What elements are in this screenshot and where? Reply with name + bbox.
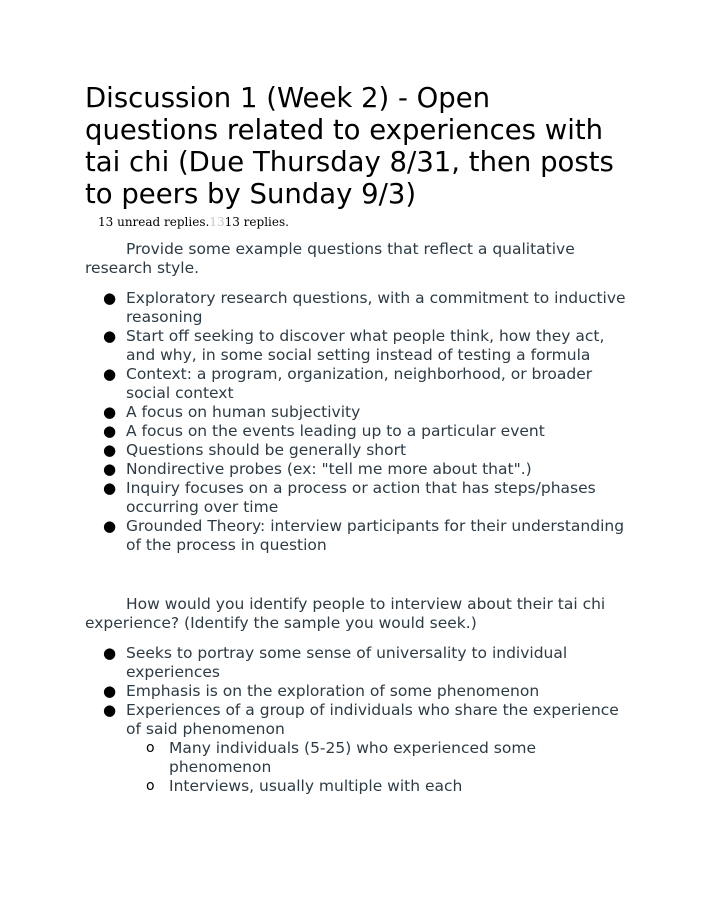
list-item-text: A focus on human subjectivity	[126, 403, 361, 421]
unread-replies: 13 unread replies.	[98, 215, 210, 229]
bullet-list-2	[85, 644, 630, 796]
bullet-icon: ●	[103, 422, 117, 440]
sub-list-item	[126, 739, 630, 777]
bullet-icon: ●	[103, 289, 117, 307]
bullet-icon: ●	[103, 479, 117, 497]
list-item-text: Context: a program, organization, neighborhood, or broader social context	[126, 365, 593, 402]
list-item-text: Experiences of a group of individuals who share the experience of said phenomenon	[126, 701, 619, 738]
bullet-list-1	[85, 289, 630, 555]
sub-list-item-text: Interviews, usually multiple with each	[169, 777, 463, 795]
list-item	[85, 517, 630, 555]
question-prompt-2: How would you identify people to interview about their tai chi experience? (Identify the sample you would seek.)	[85, 595, 606, 632]
bullet-icon: ●	[103, 365, 117, 383]
bullet-icon: ●	[103, 327, 117, 345]
list-item-text: Grounded Theory: interview participants for their understanding of the process in question	[126, 517, 625, 554]
discussion-title: Discussion 1 (Week 2) - Open questions related to experiences with tai chi (Due Thursday 8/31, then posts to peers by Sunday 9/3)	[85, 82, 614, 210]
list-item-text: A focus on the events leading up to a particular event	[126, 422, 545, 440]
list-item	[85, 289, 630, 327]
list-item	[85, 682, 630, 701]
list-item-text: Exploratory research questions, with a commitment to inductive reasoning	[126, 289, 626, 326]
bullet-icon: ●	[103, 682, 117, 700]
list-item	[85, 701, 630, 796]
bullet-icon: ●	[103, 403, 117, 421]
list-item-text: Questions should be generally short	[126, 441, 407, 459]
list-item-text: Inquiry focuses on a process or action that has steps/phases occurring over time	[126, 479, 596, 516]
list-item	[85, 365, 630, 403]
list-item	[85, 327, 630, 365]
reply-count-badge: 13	[209, 215, 225, 229]
list-item	[85, 422, 630, 441]
bullet-icon: ●	[103, 517, 117, 535]
bullet-icon: ●	[103, 460, 117, 478]
total-replies: 13 replies.	[224, 215, 289, 229]
reply-count[interactable]	[98, 215, 630, 229]
sub-bullet-list	[126, 739, 630, 796]
bullet-icon: ●	[103, 644, 117, 662]
list-item	[85, 441, 630, 460]
list-item-text: Emphasis is on the exploration of some phenomenon	[126, 682, 540, 700]
list-item	[85, 403, 630, 422]
list-item	[85, 479, 630, 517]
hollow-bullet-icon: o	[146, 740, 155, 756]
sub-list-item-text: Many individuals (5-25) who experienced some phenomenon	[169, 739, 536, 776]
bullet-icon: ●	[103, 441, 117, 459]
discussion-page	[85, 82, 630, 796]
list-item	[85, 460, 630, 479]
list-item-text: Start off seeking to discover what people think, how they act, and why, in some social setting instead of testing a formula	[126, 327, 605, 364]
sub-list-item	[126, 777, 630, 796]
list-item-text: Seeks to portray some sense of universality to individual experiences	[126, 644, 568, 681]
bullet-icon: ●	[103, 701, 117, 719]
list-item	[85, 644, 630, 682]
list-item-text: Nondirective probes (ex: "tell me more about that".)	[126, 460, 532, 478]
question-prompt-1: Provide some example questions that reflect a qualitative research style.	[85, 240, 575, 277]
hollow-bullet-icon: o	[146, 778, 155, 794]
